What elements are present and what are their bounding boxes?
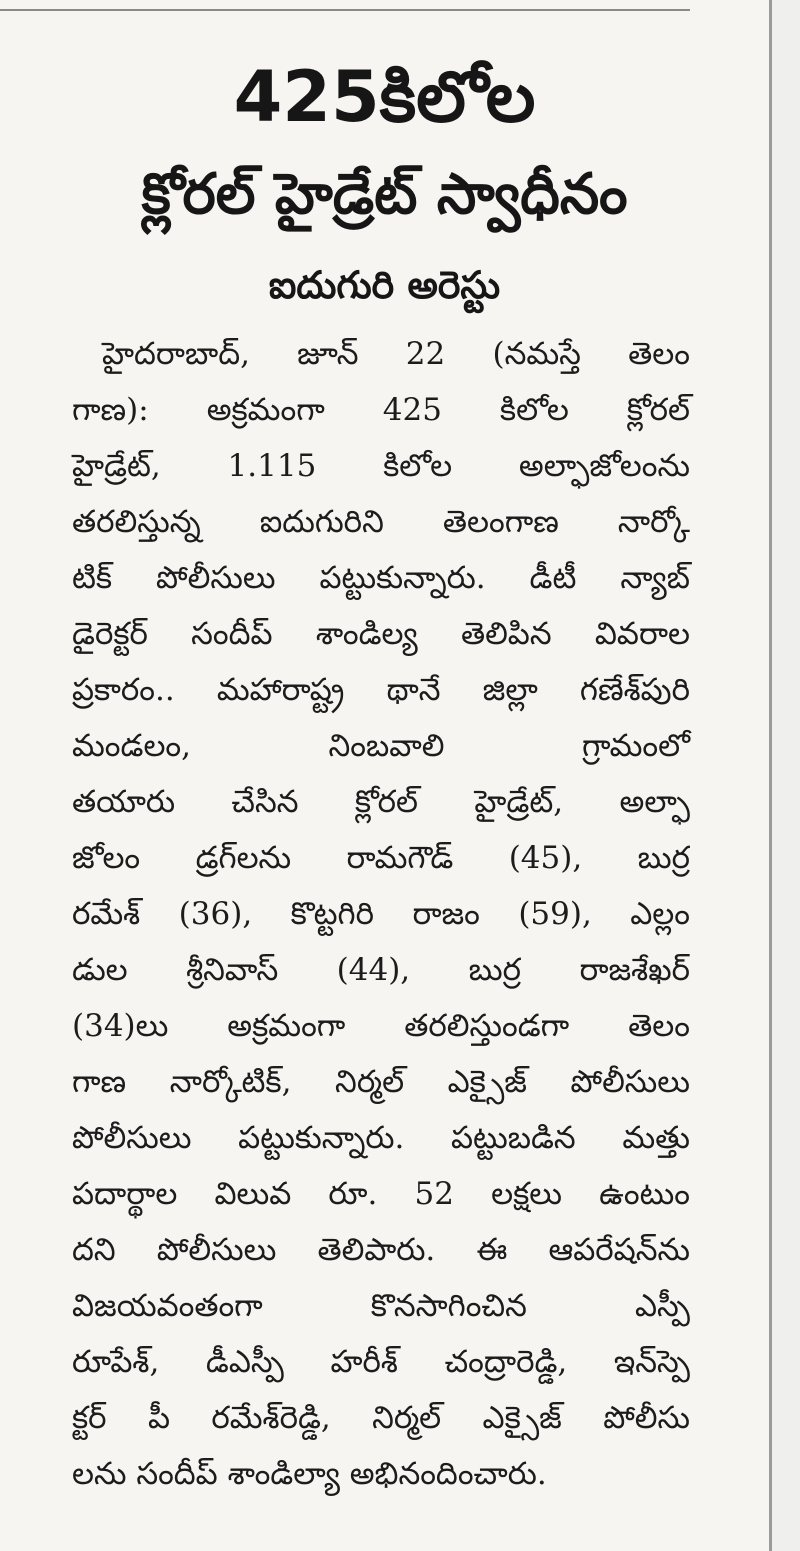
body-line: మండలం, నింబవాలి గ్రామంలో (72, 728, 690, 764)
subheadline: ఐదుగురి అరెస్టు (268, 263, 501, 307)
adjacent-column-margin (772, 0, 800, 1551)
body-line: ప్రకారం.. మహారాష్ట్ర థానే జిల్లా గణేశ్‌పురి (72, 672, 690, 708)
body-line: తయారు చేసిన క్లోరల్ హైడ్రేట్, అల్ఫా (72, 784, 690, 820)
headline-line-1: 425కిలోల (233, 56, 536, 138)
body-line: పదార్థాల విలువ రూ. 52 లక్షలు ఉంటుం (72, 1176, 690, 1212)
body-line: దని పోలీసులు తెలిపారు. ఈ ఆపరేషన్‌ను (72, 1232, 690, 1268)
body-line: డైరెక్టర్ సందీప్ శాండిల్య తెలిపిన వివరాల (72, 616, 690, 652)
body-line: రమేశ్ (36), కొట్టగిరి రాజం (59), ఎల్లం (72, 896, 690, 932)
body-line: గాణ): అక్రమంగా 425 కిలోల క్లోరల్ (72, 392, 690, 428)
body-line: పోలీసులు పట్టుకున్నారు. పట్టుబడిన మత్తు (72, 1120, 690, 1156)
body-line: హైదరాబాద్, జూన్ 22 (నమస్తే తెలం (102, 336, 690, 372)
body-line: తరలిస్తున్న ఐదుగురిని తెలంగాణ నార్కో (72, 504, 690, 540)
body-line: (34)లు అక్రమంగా తరలిస్తుండగా తెలం (72, 1008, 690, 1044)
body-line-last: లను సందీప్ శాండిల్యా అభినందించారు. (72, 1456, 547, 1492)
headline-line-2: క్లోరల్ హైడ్రేట్ స్వాధీనం (141, 162, 628, 227)
body-line: క్టర్ పీ రమేశ్‌రెడ్డి, నిర్మల్ ఎక్సైజ్ పోలీసు (72, 1400, 690, 1436)
body-line: రూపేశ్, డీఎస్పీ హరీశ్ చంద్రారెడ్డి, ఇన్‌స్పె (72, 1344, 690, 1380)
body-line: హైడ్రేట్, 1.115 కిలోల అల్ఫాజోలంను (72, 448, 690, 484)
body-line: గాణ నార్కోటిక్, నిర్మల్ ఎక్సైజ్ పోలీసులు (72, 1064, 690, 1100)
body-line: జోలం డ్రగ్‌లను రామగౌడ్ (45), బుర్ర (72, 840, 690, 876)
body-line: డుల శ్రీనివాస్ (44), బుర్ర రాజశేఖర్ (72, 952, 690, 988)
body-line: టిక్ పోలీసులు పట్టుకున్నారు. డీటీ న్యాబ్ (72, 560, 690, 596)
body-line: విజయవంతంగా కొనసాగించిన ఎస్పీ (72, 1288, 690, 1324)
